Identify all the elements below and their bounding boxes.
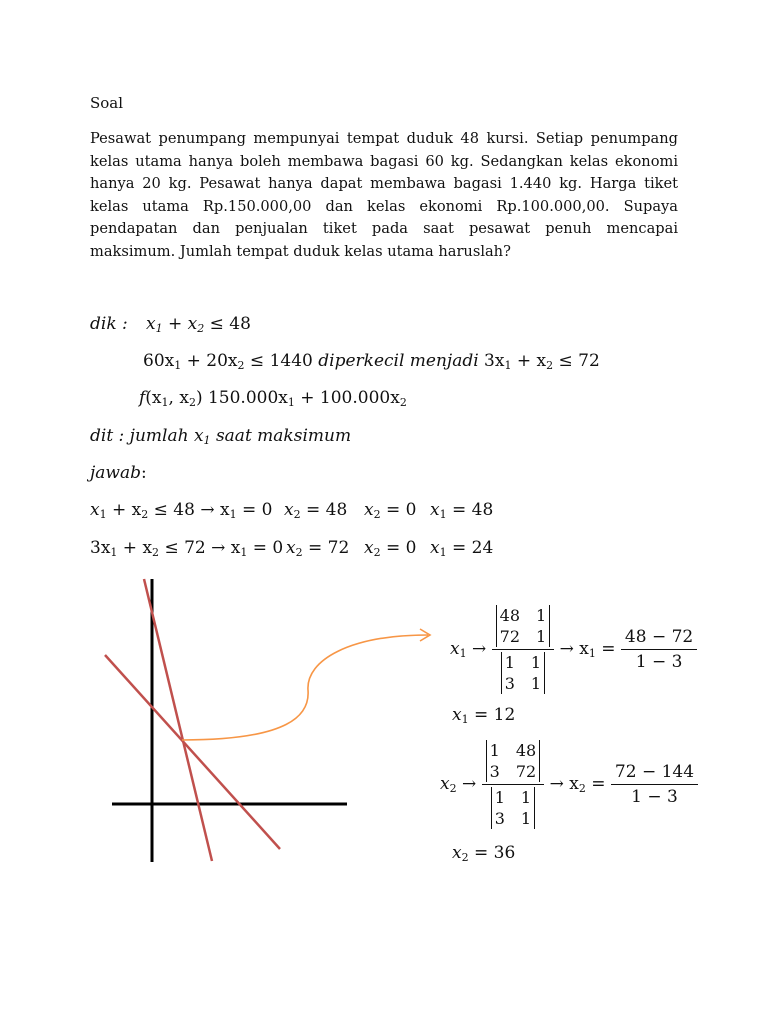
- x1-fraction: $\frac{48 - 72}{1 - 3}$: [621, 627, 697, 672]
- det-denominator-x2: 1 1 3 1: [491, 787, 535, 829]
- x1-result: $x_1 = 12$: [452, 705, 516, 726]
- cramer-x2: $x_2$ → 1 48 3 72 1 1 3 1 → $x_2$ = $\frac{72 - 144}{1 - 3}$: [440, 740, 698, 829]
- dit-line: dit : jumlah $x_1$ saat maksimum: [90, 426, 352, 447]
- intercept-equation-2: $3x_1 + x_2 \le 72 \to x_1 = 0$: [90, 538, 284, 559]
- intercept-equation-1: $x_1 + x_2 \le 48 \to x_1 = 0$: [90, 500, 273, 521]
- cramer-x2-determinants: [482, 740, 545, 829]
- x2-fraction: $\frac{72 - 144}{1 - 3}$: [611, 762, 698, 807]
- cramer-x1: $x_1$ → 48 1 72 1 1 1 3 1 → $x_1$ = $\frac{48 - 72}{1 - 3}$: [450, 605, 697, 694]
- problem-paragraph: Pesawat penumpang mempunyai tempat duduk 48 kursi. Setiap penumpang kelas utama hanya boleh membawa bagasi 60 kg. Sedangkan kelas ekonomi hanya 20 kg. Pesawat hanya dapat membawa bagasi 1.440 kg. Harga tiket kelas utama Rp.150.000,00 dan kelas ekonomi Rp.100.000,00. Supaya pendapatan dan penjualan tiket pada saat pesawat penuh mencapai maksimum. Jumlah tempat duduk kelas utama haruslah?: [90, 130, 678, 260]
- dik-constraint-2: $60x_1 + 20x_2 \le 1440$ diperkecil menjadi $3x_1 + x_2 \le 72$: [143, 351, 600, 372]
- cramer-x1-determinants: [492, 605, 555, 694]
- connector-arrow: [170, 615, 440, 755]
- section-title: Soal: [90, 94, 124, 112]
- objective-function: $f(x_1$, $x_2$) $150.000x_1 + 100.000x_2$: [139, 388, 407, 409]
- intercept-2-x2: $x_2 = 72$: [286, 538, 350, 559]
- x2-result: $x_2 = 36$: [452, 843, 516, 864]
- intercept-1-x2-zero: $x_2 = 0$: [364, 500, 417, 521]
- intercept-1-x2: $x_2 = 48$: [284, 500, 348, 521]
- intercept-1-x1: $x_1 = 48$: [430, 500, 494, 521]
- det-numerator-x2: 1 48 3 72: [486, 740, 541, 782]
- det-numerator-x1: 48 1 72 1: [496, 605, 551, 647]
- intercept-2-x2-zero: $x_2 = 0$: [364, 538, 417, 559]
- dik-label: dik :: [90, 314, 128, 334]
- intercept-2-x1: $x_1 = 24$: [430, 538, 494, 559]
- jawab-label: jawab:: [90, 463, 147, 483]
- dik-constraint-1: $x_1 + x_2 \le 48$: [146, 314, 251, 335]
- det-denominator-x1: 1 1 3 1: [501, 652, 545, 694]
